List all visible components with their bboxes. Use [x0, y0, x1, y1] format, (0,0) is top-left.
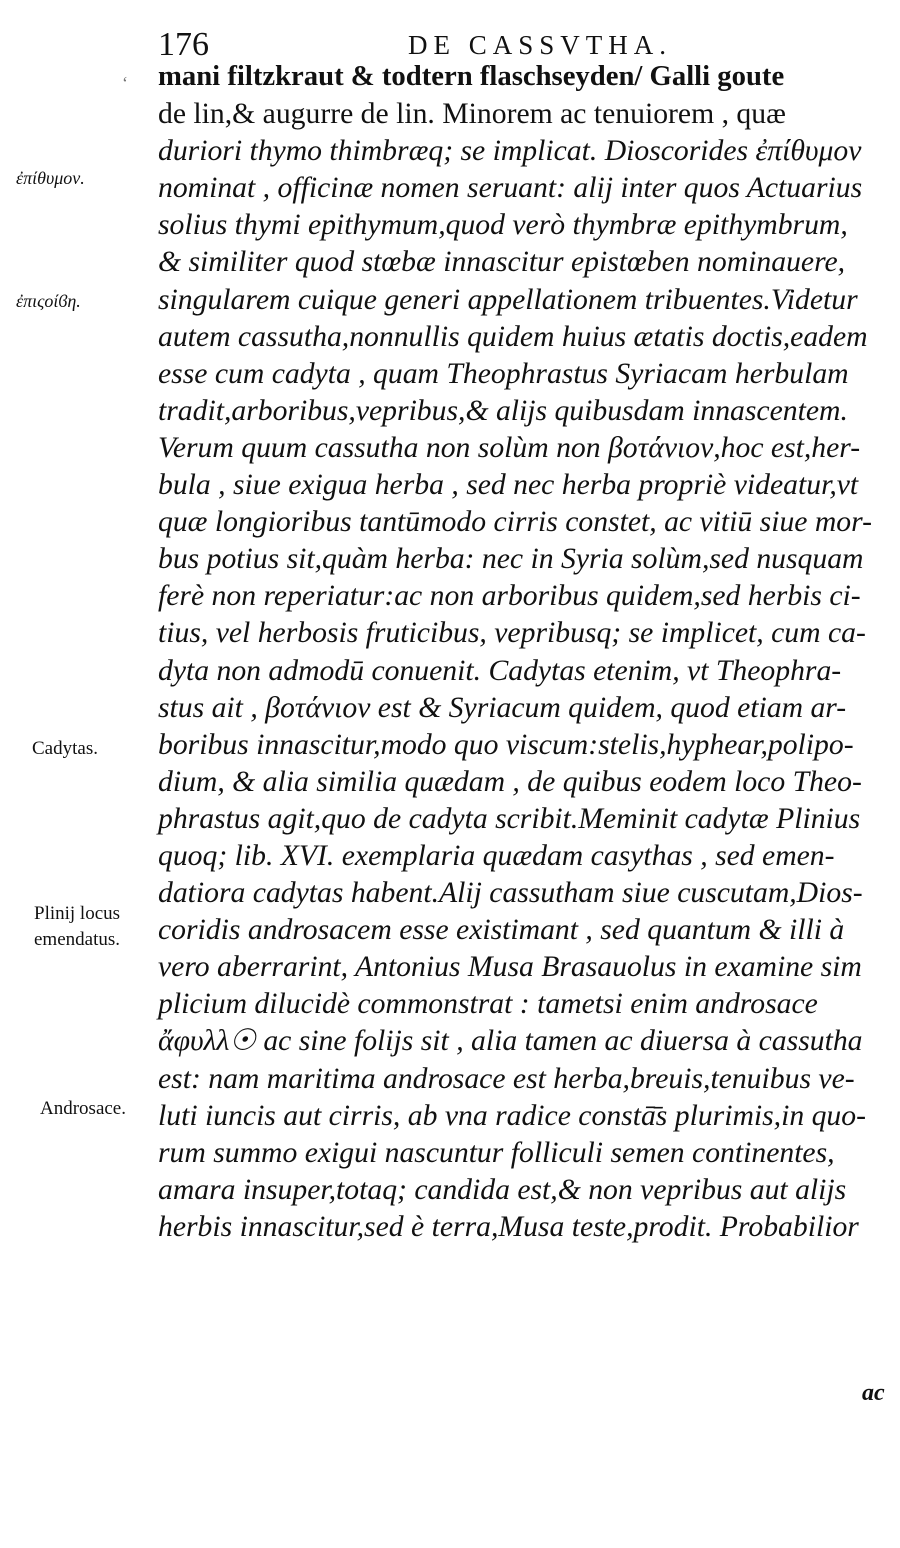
text-line: est: nam maritima androsace est herba,breuis,tenuibus ve-: [158, 1061, 855, 1095]
text-line: ἄφυλλ☉ ac sine folijs sit , alia tamen ac diuersa à cassutha: [158, 1024, 863, 1058]
running-title: DE CASSVTHA.: [408, 30, 673, 60]
text-line: bus potius sit,quàm herba: nec in Syria solùm,sed nusquam: [158, 542, 864, 576]
text-line: tius, vel herbosis fruticibus, vepribusq; se implicet, cum ca-: [158, 616, 866, 650]
text-line: rum summo exigui nascuntur folliculi semen continentes,: [158, 1135, 835, 1169]
text-line: herbis innascitur,sed è terra,Musa teste,prodit. Probabilior: [158, 1209, 859, 1243]
text-line: duriori thymo thimbræq; se implicat. Dioscorides ἐπίθυμον: [158, 134, 862, 168]
text-line: ferè non reperiatur:ac non arboribus quidem,sed herbis ci-: [158, 579, 861, 613]
body-text: [158, 58, 888, 1245]
text-line: quæ longioribus tantūmodo cirris constet, ac vitiū siue mor-: [158, 505, 872, 539]
text-line: plicium dilucidè commonstrat : tametsi enim androsace: [158, 987, 818, 1021]
text-line: mani filtzkraut & todtern flaschseyden/ Galli goute: [158, 60, 785, 92]
text-line: vero aberrarint, Antonius Musa Brasauolus in examine sim: [158, 950, 862, 984]
margin-mark: ‘: [122, 73, 128, 93]
text-line: amara insuper,totaq; candida est,& non vepribus aut alijs: [158, 1172, 847, 1206]
text-line: coridis androsacem esse existimant , sed quantum & illi à: [158, 913, 845, 947]
text-line: esse cum cadyta , quam Theophrastus Syriacam herbulam: [158, 356, 849, 390]
margin-note-epistoeben: ἐπιςοίϐη.: [16, 291, 81, 311]
text-line: & similiter quod stœbæ innascitur epistœben nominauere,: [158, 245, 846, 279]
page-number: 176: [158, 26, 209, 63]
margin-note-epithymon: ἐπίθυμον.: [16, 168, 85, 188]
text-line: phrastus agit,quo de cadyta scribit.Meminit cadytæ Plinius: [158, 801, 861, 835]
text-line: dium, & alia similia quædam , de quibus eodem loco Theo-: [158, 764, 862, 798]
margin-note-plinii-locus: Plinij locus: [34, 903, 121, 924]
text-line: boribus innascitur,modo quo viscum:stelis,hyphear,polipo-: [158, 727, 854, 761]
text-line: luti iuncis aut cirris, ab vna radice constā̄s plurimis,in quo-: [158, 1098, 866, 1132]
text-line: Verum quum cassutha non solùm non βοτάνιον,hoc est,her-: [158, 430, 861, 464]
text-line: solius thymi epithymum,quod verò thymbræ epithymbrum,: [158, 208, 848, 242]
text-line: nominat , officinæ nomen seruant: alij inter quos Actuarius: [158, 171, 863, 205]
text-line: datiora cadytas habent.Alij cassutham siue cuscutam,Dios-: [158, 876, 863, 910]
text-line: stus ait , βοτάνιον est & Syriacum quidem, quod etiam ar-: [158, 690, 847, 724]
text-line: dyta non admodū conuenit. Cadytas etenim, vt Theophra-: [158, 653, 842, 687]
text-line: bula , siue exigua herba , sed nec herba propriè videatur,vt: [158, 468, 859, 502]
text-line: de lin,& augurre de lin. Minorem ac tenuiorem , quæ: [158, 97, 786, 131]
text-line: tradit,arboribus,vepribus,& alijs quibusdam innascentem.: [158, 393, 848, 427]
margin-note-androsace: Androsace.: [40, 1098, 126, 1119]
margin-note-cadytas: Cadytas.: [32, 738, 98, 759]
text-line: singularem cuique generi appellationem tribuentes.Videtur: [158, 282, 858, 316]
margin-note-emendatus: emendatus.: [34, 929, 121, 950]
text-line: autem cassutha,nonnullis quidem huius ætatis doctis,eadem: [158, 319, 868, 353]
catchword: ac: [862, 1380, 885, 1406]
text-line: quoq; lib. XVI. exemplaria quædam casythas , sed emen-: [158, 838, 835, 872]
